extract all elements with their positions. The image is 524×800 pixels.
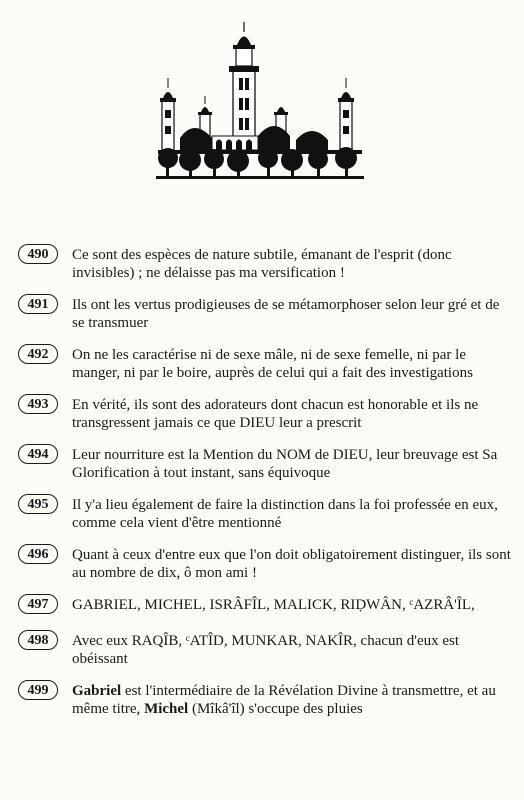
verse-number: 491 <box>18 294 58 314</box>
verse-497 <box>18 596 518 614</box>
verse-496 <box>18 546 518 582</box>
verse-491 <box>18 296 518 332</box>
verse-number: 496 <box>18 544 58 564</box>
verse-text: Il y'a lieu également de faire la distinction dans la foi professée en eux, comme cela vient d'être mentionné <box>72 497 498 531</box>
verse-text: GABRIEL, MICHEL, ISRÂFÎL, MALICK, RIḌWÂN, ᶜAZRÂ'ÎL, <box>72 597 475 613</box>
verse-number: 490 <box>18 244 58 264</box>
verse-498 <box>18 632 518 668</box>
verse-text-bold: Michel <box>144 701 189 717</box>
verse-492 <box>18 346 518 382</box>
mosque-icon <box>150 18 370 186</box>
verse-text: On ne les caractérise ni de sexe mâle, ni de sexe femelle, ni par le manger, ni par le boire, auprès de celui qui a fait des investigations <box>72 347 473 381</box>
verse-text: En vérité, ils sont des adorateurs dont chacun est honorable et ils ne transgressent jamais ce que DIEU leur a prescrit <box>72 397 479 431</box>
verse-text-plain: (Mîkâ'îl) s'occupe des pluies <box>188 701 363 717</box>
verse-number: 497 <box>18 594 58 614</box>
verse-text: Leur nourriture est la Mention du NOM de DIEU, leur breuvage est Sa Glorification à tout instant, sans équivoque <box>72 447 498 481</box>
verse-text: Ils ont les vertus prodigieuses de se métamorphoser selon leur gré et de se transmuer <box>72 297 500 331</box>
verse-number: 492 <box>18 344 58 364</box>
verse-494 <box>18 446 518 482</box>
verse-495 <box>18 496 518 532</box>
verse-number: 499 <box>18 680 58 700</box>
verse-490 <box>18 246 518 282</box>
verse-number: 494 <box>18 444 58 464</box>
verse-list <box>18 246 518 718</box>
verse-text: Quant à ceux d'entre eux que l'on doit obligatoirement distinguer, ils sont au nombre de dix, ô mon ami ! <box>72 547 511 581</box>
verse-text: Ce sont des espèces de nature subtile, émanant de l'esprit (donc invisibles) ; ne délaisse pas ma versification ! <box>72 247 452 281</box>
verse-493 <box>18 396 518 432</box>
verse-499 <box>18 682 518 718</box>
verse-number: 498 <box>18 630 58 650</box>
verse-number: 495 <box>18 494 58 514</box>
verse-number: 493 <box>18 394 58 414</box>
verse-text-bold: Gabriel <box>72 683 122 699</box>
verse-text: Avec eux RAQÎB, ᶜATÎD, MUNKAR, NAKÎR, chacun d'eux est obéissant <box>72 633 460 667</box>
verse-text <box>72 682 518 718</box>
verse-text-plain: est l'intermédiaire de la Révélation Divine à transmettre, et au même titre, <box>72 683 496 717</box>
